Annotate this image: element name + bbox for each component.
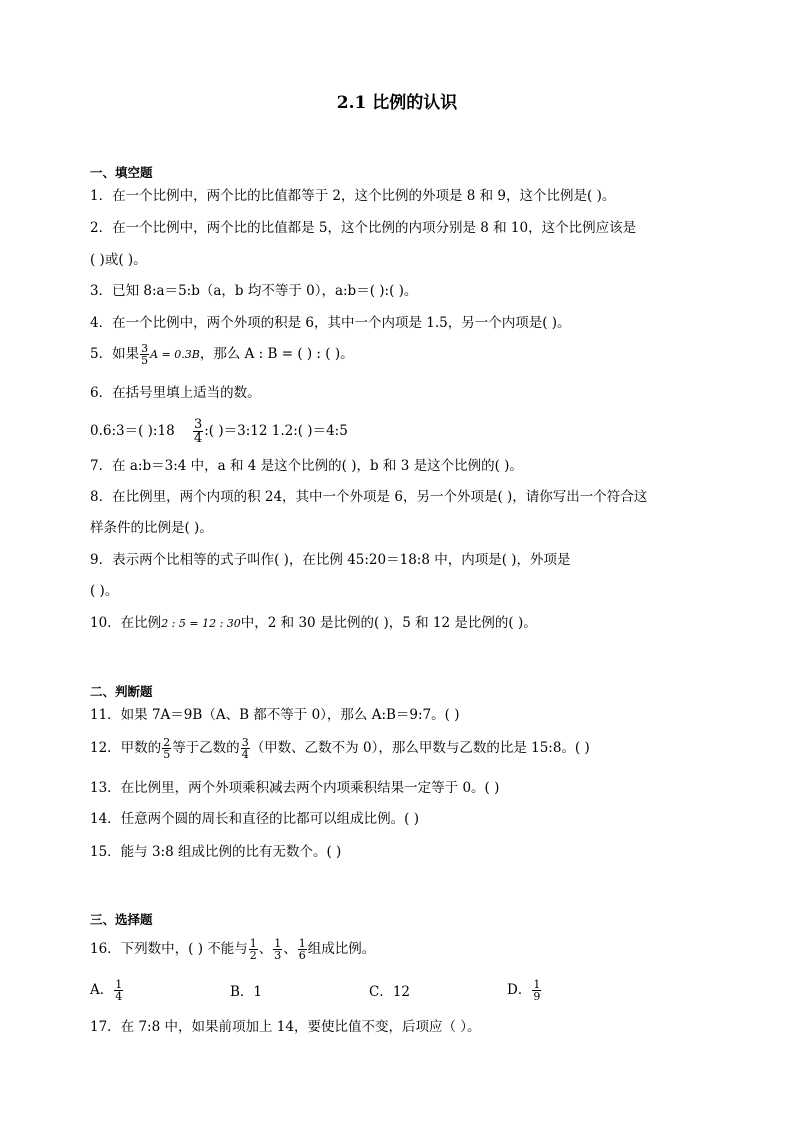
fraction-2-5 [162,737,171,760]
fraction-denominator: 2 [249,949,257,962]
fraction-1-3 [273,938,282,961]
option-a [90,979,124,1002]
option-a-label: A． [90,982,114,998]
fraction-denominator: 9 [533,990,541,1003]
option-d [507,979,542,1002]
question-16-prefix: 16．下列数中，( ) 不能与 [90,941,248,957]
fraction-numerator: 3 [241,736,249,749]
question-11: 11．如果 7A＝9B（A、B 都不等于 0），那么 A:B＝9:7。( ) [90,707,460,723]
question-2-line2: ( )或( )。 [90,252,147,268]
question-8-line1: 8．在比例里，两个内项的积 24，其中一个外项是 6，另一个外项是( )，请你写出一个符合这 [90,489,648,505]
question-6-part2: :( )＝3:12 1.2:( )＝4:5 [204,423,348,439]
option-d-label: D． [507,982,532,998]
fraction-numerator: 1 [298,937,306,950]
question-10-expression: 2 : 5 = 12 : 30 [161,617,241,630]
fraction-1-6 [298,938,307,961]
question-9-line1: 9．表示两个比相等的式子叫作( )，在比例 45:20＝18:8 中，内项是( )，外项是 [90,552,571,568]
question-3: 3．已知 8:a＝5:b（a，b 均不等于 0），a:b＝( ):( )。 [90,283,418,299]
fraction-denominator: 6 [298,949,306,962]
page-title: 2.1 比例的认识 [336,93,458,113]
fraction-numerator: 1 [115,978,123,991]
question-6-blanks [90,418,348,445]
fraction-3-4 [241,737,250,760]
fraction-denominator: 4 [241,748,249,761]
fraction-3-5 [140,343,149,366]
fraction-denominator: 4 [193,431,203,446]
question-9-line2: ( )。 [90,583,119,599]
fraction-numerator: 1 [274,937,282,950]
question-16 [90,938,375,961]
separator: 、 [283,941,297,957]
question-1: 1．在一个比例中，两个比的比值都等于 2，这个比例的外项是 8 和 9，这个比例是( )。 [90,188,616,204]
question-12-middle: 等于乙数的 [172,740,240,756]
section-multiple-choice: 三、选择题 [90,912,153,927]
question-6: 6．在括号里填上适当的数。 [90,385,261,401]
question-8-line2: 样条件的比例是( )。 [90,520,213,536]
fraction-numerator: 1 [533,978,541,991]
section-true-false: 二、判断题 [90,684,153,699]
question-5 [90,343,354,366]
option-c: C．12 [369,984,411,1000]
question-13: 13．在比例里，两个外项乘积减去两个内项乘积结果一定等于 0。( ) [90,780,500,796]
question-17: 17．在 7:8 中，如果前项加上 14，要使比值不变，后项应（ ）。 [90,1019,481,1035]
question-10-suffix: 中，2 和 30 是比例的( )，5 和 12 是比例的( )。 [240,615,537,631]
question-10 [90,614,537,633]
question-5-expression: A = 0.3B [150,348,200,361]
fraction-1-2 [249,938,258,961]
fraction-1-9 [532,979,541,1002]
fraction-denominator: 5 [163,748,171,761]
question-4: 4．在一个比例中，两个外项的积是 6，其中一个内项是 1.5，另一个内项是( )。 [90,315,571,331]
fraction-denominator: 3 [274,949,282,962]
question-5-prefix: 5．如果 [90,346,140,362]
fraction-3-4 [193,418,203,445]
fraction-denominator: 4 [115,990,123,1003]
question-10-prefix: 10．在比例 [90,615,162,631]
question-6-part1: 0.6:3＝( ):18 [90,423,175,439]
separator: 、 [258,941,273,957]
question-7: 7．在 a:b＝3:4 中，a 和 4 是这个比例的( )，b 和 3 是这个比例的( )。 [90,458,523,474]
question-12-prefix: 12．甲数的 [90,740,162,756]
question-12 [90,737,590,760]
question-12-suffix: （甲数、乙数不为 0），那么甲数与乙数的比是 15:8。( ) [250,740,590,756]
fraction-numerator: 1 [249,937,257,950]
question-16-suffix: 组成比例。 [307,941,376,957]
fraction-numerator: 3 [193,417,203,432]
question-5-suffix: ，那么 A : B = ( ) : ( )。 [199,346,354,362]
fraction-1-4 [114,979,123,1002]
fraction-numerator: 3 [141,342,149,355]
question-2-line1: 2．在一个比例中，两个比的比值都是 5，这个比例的内项分别是 8 和 10，这个比例应该是 [90,220,637,236]
fraction-numerator: 2 [163,736,171,749]
question-14: 14．任意两个圆的周长和直径的比都可以组成比例。( ) [90,811,420,827]
fraction-denominator: 5 [141,354,149,367]
section-fill-blank: 一、填空题 [90,165,153,180]
question-15: 15．能与 3:8 组成比例的比有无数个。( ) [90,844,342,860]
option-b: B．1 [230,984,263,1000]
